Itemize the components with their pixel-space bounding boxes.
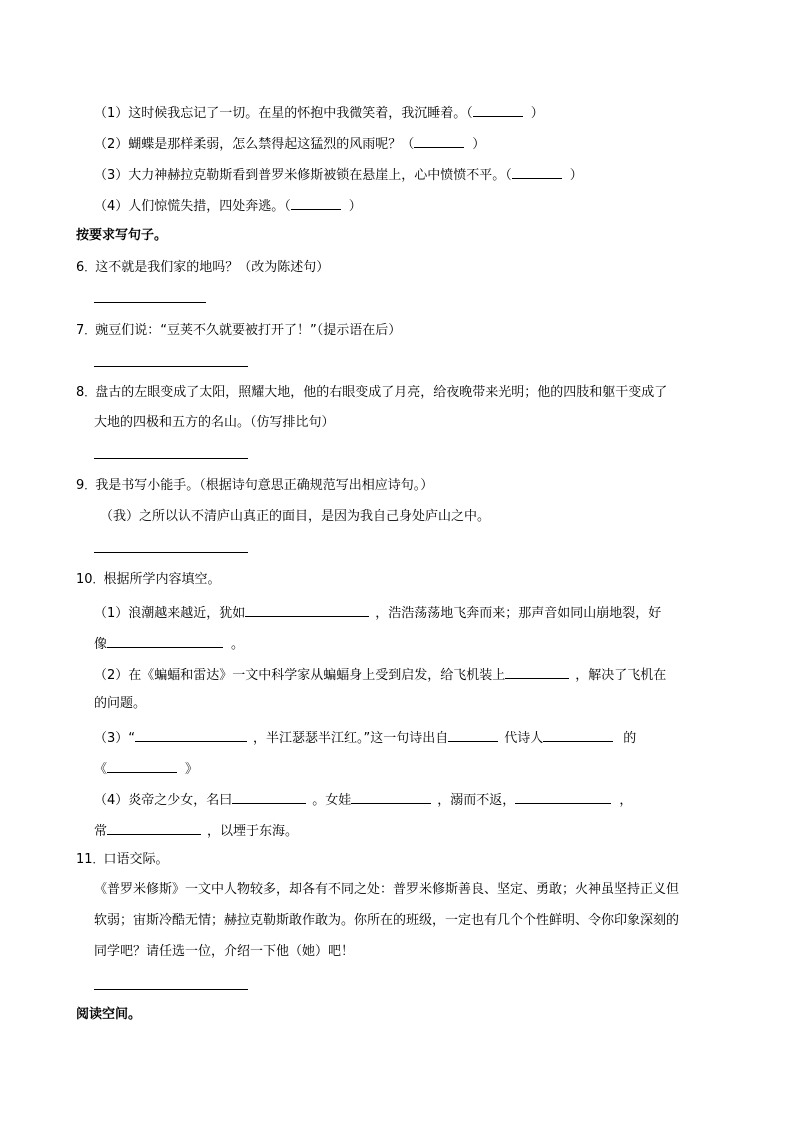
q10-part-2: （2）在《蝙蝠和雷达》一文中科学家从蝙蝠身上受到启发，给飞机装上 ，解决了飞机在 (94, 664, 666, 685)
question-11-line-3: 同学吧？请任选一位，介绍一下他（她）吧！ (94, 944, 355, 959)
q10-part-4-blank-1[interactable] (232, 789, 306, 804)
q5-item-3: （3）大力神赫拉克勒斯看到普罗米修斯被锁在悬崖上，心中愤愤不平。（ ） (94, 164, 583, 185)
q11-answer-line[interactable] (94, 989, 248, 990)
question-7: 7．豌豆们说：“豆荚不久就要被打开了！”（提示语在后） (76, 323, 402, 338)
q6-answer-line[interactable] (94, 302, 206, 303)
q10-part-4-blank-2[interactable] (351, 789, 431, 804)
question-11-line-2: 软弱；宙斯冷酷无情；赫拉克勒斯敢作敢为。你所在的班级，一定也有几个个性鲜明、令你印象深刻的 (94, 913, 680, 928)
question-9-line-2: （我）之所以认不清庐山真正的面目，是因为我自己身处庐山之中。 (100, 509, 491, 524)
q5-item-4-blank[interactable] (291, 195, 341, 210)
q5-item-2-blank[interactable] (414, 133, 464, 148)
section-heading-reading: 阅读空间。 (76, 1007, 142, 1022)
q10-part-2-blank[interactable] (505, 664, 569, 679)
q10-part-3-blank-1[interactable] (135, 727, 247, 742)
q5-item-1: （1）这时候我忘记了一切。在星的怀抱中我微笑着，我沉睡着。（ ） (94, 102, 544, 123)
q10-part-3-blank-4[interactable] (107, 758, 177, 773)
q10-part-1: （1）浪潮越来越近，犹如 ，浩浩荡荡地飞奔而来；那声音如同山崩地裂，好 (94, 602, 661, 623)
q8-answer-line[interactable] (94, 458, 248, 459)
q5-item-2: （2）蝴蝶是那样柔弱，怎么禁得起这猛烈的风雨呢？（ ） (94, 133, 485, 154)
q10-part-4-cont: 常 ，以堙于东海。 (94, 820, 298, 841)
question-number: 9 (76, 478, 85, 493)
q10-part-2-cont: 的问题。 (94, 696, 147, 711)
q10-part-3: （3）“ ，半江瑟瑟半江红。”这一句诗出自 代诗人 的 (94, 727, 636, 748)
question-number: 11 (76, 852, 93, 867)
section-heading-rewrite: 按要求写句子。 (76, 228, 168, 243)
question-number: 10 (76, 572, 93, 587)
question-8-line-2: 大地的四极和五方的名山。（仿写排比句） (94, 415, 335, 430)
question-11-line-1: 《普罗米修斯》一文中人物较多，却各有不同之处：普罗米修斯善良、坚定、勇敢；火神虽坚持正义但 (94, 882, 680, 897)
question-8: 8．盘古的左眼变成了太阳，照耀大地，他的右眼变成了月亮，给夜晚带来光明；他的四肢和躯干变成了 (76, 385, 668, 400)
question-6: 6．这不就是我们家的地吗？（改为陈述句） (76, 260, 330, 275)
question-10: 10．根据所学内容填空。 (76, 572, 221, 587)
q5-item-4: （4）人们惊慌失措，四处奔逃。（ ） (94, 195, 362, 216)
q5-item-1-blank[interactable] (473, 102, 523, 117)
question-number: 6 (76, 260, 85, 275)
q7-answer-line[interactable] (94, 366, 248, 367)
q5-item-3-blank[interactable] (512, 164, 562, 179)
q10-part-4: （4）炎帝之少女，名曰 。女娃 ，溺而不返， ， (94, 789, 632, 810)
q10-part-1-blank-2[interactable] (107, 633, 223, 648)
q10-part-3-blank-3[interactable] (543, 727, 613, 742)
q10-part-3-cont: 《 》 (94, 758, 198, 779)
q9-answer-line[interactable] (94, 552, 248, 553)
question-9: 9．我是书写小能手。（根据诗句意思正确规范写出相应诗句。） (76, 478, 434, 493)
q10-part-1-blank-1[interactable] (245, 602, 369, 617)
q10-part-4-blank-3[interactable] (515, 789, 611, 804)
question-number: 8 (76, 385, 85, 400)
q10-part-4-blank-4[interactable] (107, 820, 201, 835)
q10-part-3-blank-2[interactable] (448, 727, 498, 742)
q10-part-1-cont: 像 。 (94, 633, 244, 654)
question-11: 11．口语交际。 (76, 852, 169, 867)
question-number: 7 (76, 323, 85, 338)
